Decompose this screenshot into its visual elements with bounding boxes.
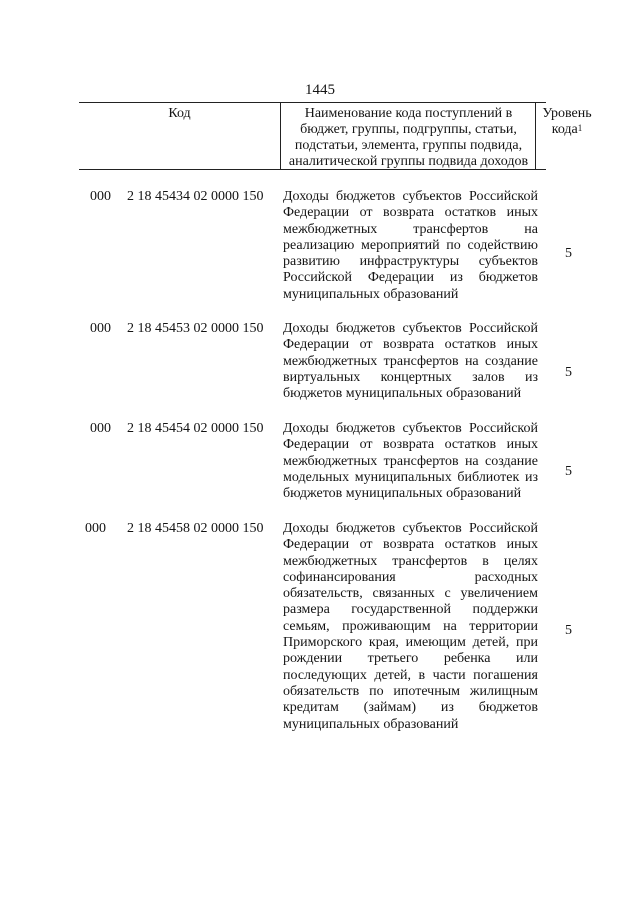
- footnote-mark: 1: [577, 123, 583, 133]
- revenue-code: 2 18 45458 02 0000 150: [127, 521, 264, 536]
- revenue-name: Доходы бюджетов субъектов Российской Федерации от возврата остатков иных межбюджетных трансфертов на создание виртуальных концертных залов из бюджетов муниципальных образований: [283, 321, 538, 402]
- admin-code: 000: [90, 421, 111, 436]
- revenue-name: Доходы бюджетов субъектов Российской Федерации от возврата остатков иных межбюджетных трансфертов на реализацию мероприятий по содействию развитию инфраструктуры субъектов Российской Федерации из бюджетов муниципальных образований: [283, 189, 538, 302]
- admin-code: 000: [85, 521, 106, 536]
- header-level-label: Уровень кода: [542, 106, 592, 137]
- header-code: Код: [79, 103, 281, 169]
- revenue-code: 2 18 45454 02 0000 150: [127, 421, 264, 436]
- code-level: 5: [565, 246, 572, 261]
- page-number: 1445: [305, 82, 335, 98]
- header-name: Наименование кода поступлений в бюджет, группы, подгруппы, статьи, подстатьи, элемента, группы подвида, аналитической группы подвида доходов: [282, 103, 536, 169]
- revenue-name: Доходы бюджетов субъектов Российской Федерации от возврата остатков иных межбюджетных трансфертов на создание модельных муниципальных библиотек из бюджетов муниципальных образований: [283, 421, 538, 502]
- admin-code: 000: [90, 321, 111, 336]
- revenue-code: 2 18 45434 02 0000 150: [127, 189, 264, 204]
- revenue-code: 2 18 45453 02 0000 150: [127, 321, 264, 336]
- code-level: 5: [565, 623, 572, 638]
- header-level: [537, 103, 597, 169]
- admin-code: 000: [90, 189, 111, 204]
- code-level: 5: [565, 464, 572, 479]
- revenue-name: Доходы бюджетов субъектов Российской Федерации от возврата остатков иных межбюджетных трансфертов в целях софинансирования расходных обязательств, связанных с увеличением размера государственной поддержки семьям, проживающим на территории Приморского края, имеющим детей, при рождении третьего ребенка или последующих детей, в части погашения обязательств по ипотечным жилищным кредитам (займам) из бюджетов муниципальных образований: [283, 521, 538, 732]
- table-header: [79, 102, 592, 170]
- code-level: 5: [565, 365, 572, 380]
